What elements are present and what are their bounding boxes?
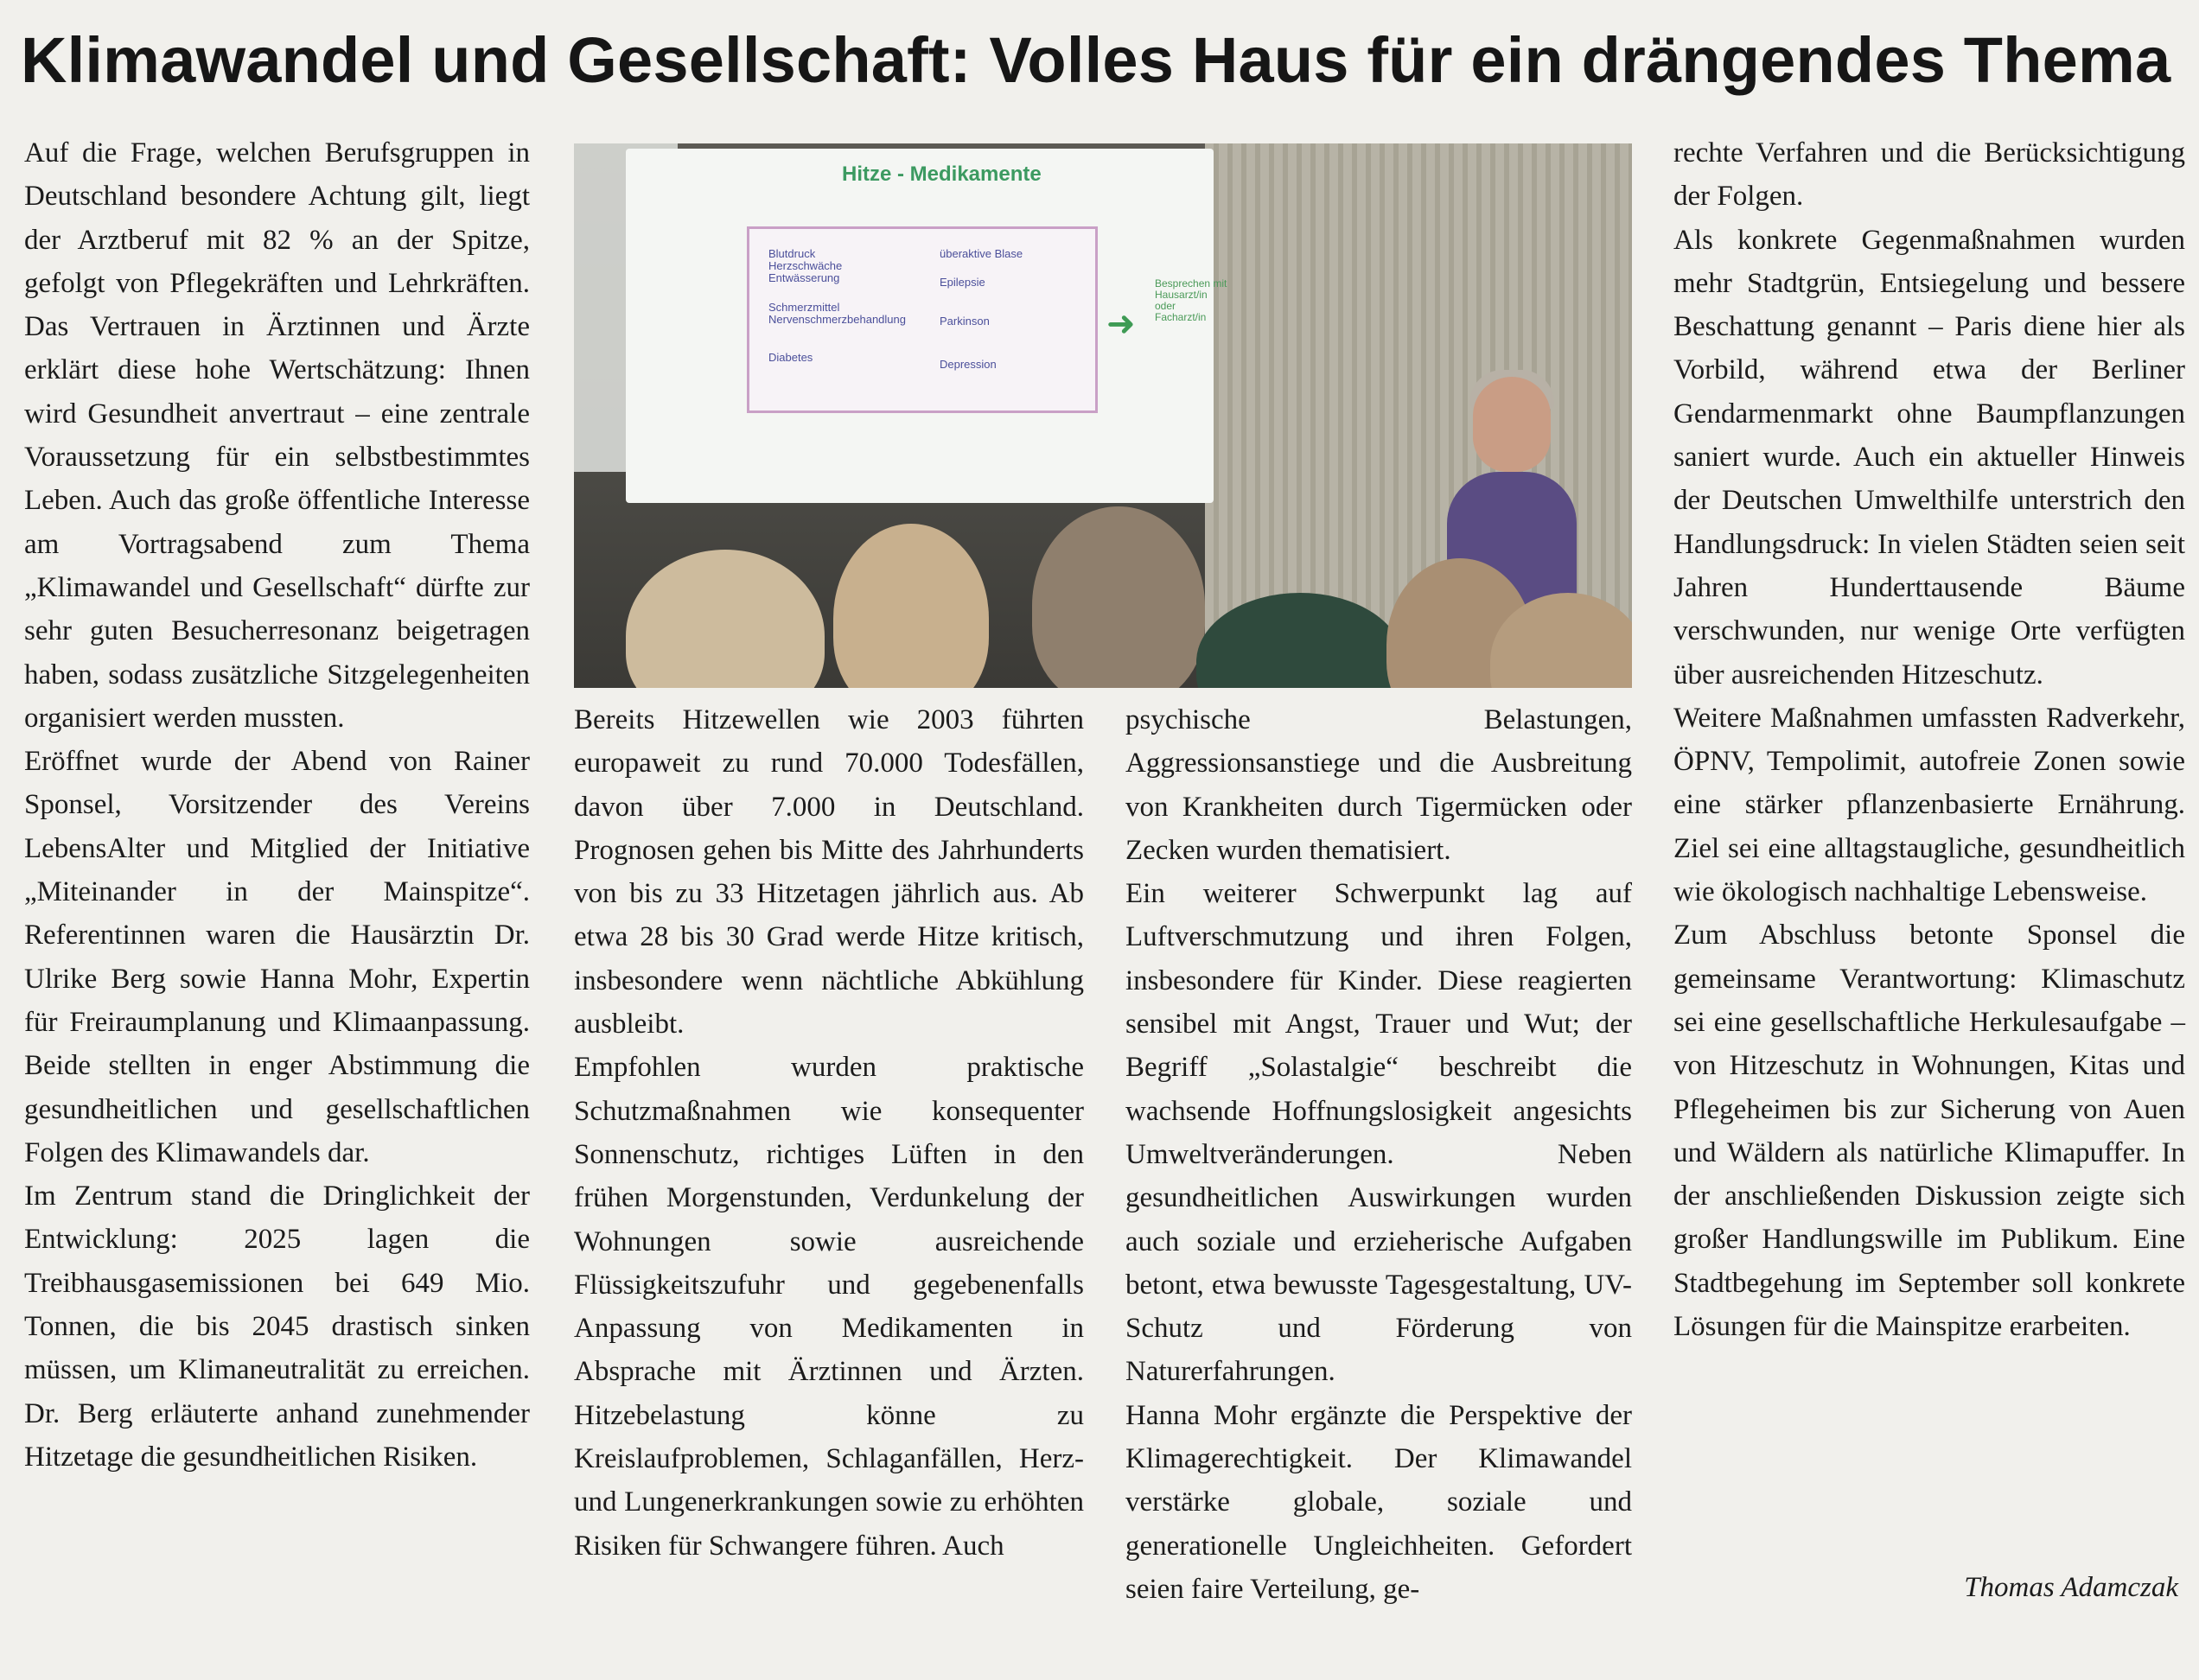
article-column-1 bbox=[24, 131, 530, 1479]
slide-text: Epilepsie bbox=[940, 276, 985, 289]
article-column-4 bbox=[1673, 131, 2185, 1348]
slide-text: überaktive Blase bbox=[940, 247, 1023, 260]
author-byline: Thomas Adamczak bbox=[1964, 1572, 2178, 1603]
paragraph: Als konkrete Gegenmaßnahmen wurden mehr Stadtgrün, Entsiegelung und bessere Beschattung genannt – Paris diene hier als Vorbild, während etwa der Berliner Gendarmenmarkt ohne Baumpflanzungen saniert wurde. Auch ein aktueller Hinweis der Deutschen Umwelthilfe unterstrich den Handlungsdruck: In vielen Städten seien seit Jahren Hunderttausende Bäume verschwunden, nur wenige Orte verfügten über ausreichenden Hitzeschutz. bbox=[1673, 224, 2185, 690]
slide-text: Blutdruck Herzschwäche Entwässerung bbox=[768, 247, 843, 284]
paragraph: Empfohlen wurden praktische Schutzmaßnahmen wie konsequenter Sonnenschutz, richtiges Lüften in den frühen Morgenstunden, Verdunkelung der Wohnungen sowie ausreichende Flüssigkeitszufuhr und gegebenenfalls Anpassung von Medikamenten in Absprache mit Ärztinnen und Ärzten. Hitzebelastung könne zu Kreislaufproblemen, Schlaganfällen, Herz- und Lungenerkrankungen sowie zu erhöhten Risiken für Schwangere führen. Auch bbox=[574, 1052, 1084, 1562]
arrow-right-icon: ➜ bbox=[1106, 304, 1136, 344]
paragraph: psychische Belastungen, Aggressionsanstiege und die Ausbreitung von Krankheiten durch Tigermücken oder Zecken wurden thematisiert. bbox=[1125, 704, 1632, 866]
slide-text: Schmerzmittel Nervenschmerzbehandlung bbox=[768, 301, 906, 326]
paragraph: rechte Verfahren und die Berücksichtigung der Folgen. bbox=[1673, 137, 2185, 213]
paragraph: Weitere Maßnahmen umfassten Radverkehr, ÖPNV, Tempolimit, autofreie Zonen sowie eine stärker pflanzenbasierte Ernährung. Ziel sei eine alltagstaugliche, gesundheitlich wie ökologisch nachhaltige Lebensweise. bbox=[1673, 702, 2185, 908]
slide-text: Parkinson bbox=[940, 315, 990, 328]
audience-head bbox=[1032, 506, 1205, 688]
article-column-2 bbox=[574, 698, 1084, 1568]
paragraph: Im Zentrum stand die Dringlichkeit der Entwicklung: 2025 lagen die Treibhausgasemissionen bei 649 Mio. Tonnen, die bis 2045 drastisch sinken müssen, um Klimaneutralität zu erreichen. Dr. Berg erläuterte anhand zunehmender Hitzetage die gesundheitlichen Risiken. bbox=[24, 1180, 530, 1473]
paragraph: Eröffnet wurde der Abend von Rainer Sponsel, Vorsitzender des Vereins LebensAlter und Mitglied der Initiative „Miteinander in der Mainspitze“. Referentinnen waren die Hausärztin Dr. Ulrike Berg sowie Hanna Mohr, Expertin für Freiraumplanung und Klimaanpassung. Beide stellten in enger Abstimmung die gesundheitlichen und gesellschaftlichen Folgen des Klimawandels dar. bbox=[24, 746, 530, 1168]
audience-head bbox=[833, 524, 989, 688]
slide-text: Besprechen mit Hausarzt/in oder Facharzt/in bbox=[1155, 277, 1227, 323]
paragraph: Auf die Frage, welchen Berufsgruppen in Deutschland besondere Achtung gilt, liegt der Arztberuf mit 82 % an der Spitze, gefolgt von Pflegekräften und Lehrkräften. Das Vertrauen in Ärztinnen und Ärzte erklärt diese hohe Wertschätzung: Ihnen wird Gesundheit anvertraut – eine zentrale Voraussetzung für ein selbstbestimmtes Leben. Auch das große öffentliche Interesse am Vortragsabend zum Thema „Klimawandel und Gesellschaft“ dürfte zur sehr guten Besucherresonanz beigetragen haben, sodass zusätzliche Sitzgelegenheiten organisiert werden mussten. bbox=[24, 137, 530, 734]
slide-title: Hitze - Medikamente bbox=[842, 162, 1042, 186]
speaker-head bbox=[1473, 377, 1551, 472]
audience-head bbox=[626, 550, 825, 688]
slide-text: Depression bbox=[940, 358, 997, 371]
slide-text: Diabetes bbox=[768, 351, 813, 364]
paragraph: Bereits Hitzewellen wie 2003 führten europaweit zu rund 70.000 Todesfällen, davon über 7.000 in Deutschland. Prognosen gehen bis Mitte des Jahrhunderts von bis zu 33 Hitzetagen jährlich aus. Ab etwa 28 bis 30 Grad werde Hitze kritisch, insbesondere wenn nächtliche Abkühlung ausbleibt. bbox=[574, 704, 1084, 1040]
paragraph: Ein weiterer Schwerpunkt lag auf Luftverschmutzung und ihren Folgen, insbesondere für Kinder. Diese reagierten sensibel mit Angst, Trauer und Wut; der Begriff „Solastalgie“ beschreibt die wachsende Hoffnungslosigkeit angesichts Umweltveränderungen. Neben gesundheitlichen Auswirkungen wurden auch soziale und erzieherische Aufgaben betont, etwa bewusste Tagesgestaltung, UV-Schutz und Förderung von Naturerfahrungen. bbox=[1125, 878, 1632, 1388]
article-photo bbox=[574, 143, 1632, 688]
slide-content-box bbox=[747, 226, 1098, 413]
headline: Klimawandel und Gesellschaft: Volles Haus für ein drängendes Thema bbox=[21, 24, 2171, 96]
paragraph: Zum Abschluss betonte Sponsel die gemeinsame Verantwortung: Klimaschutz sei eine gesellschaftliche Herkulesaufgabe – von Hitzeschutz in Wohnungen, Kitas und Pflegeheimen bis zur Sicherung von Auen und Wäldern als natürliche Klimapuffer. In der anschließenden Diskussion zeigte sich großer Handlungswille im Publikum. Eine Stadtbegehung im September soll konkrete Lösungen für die Mainspitze erarbeiten. bbox=[1673, 920, 2185, 1343]
paragraph: Hanna Mohr ergänzte die Perspektive der Klimagerechtigkeit. Der Klimawandel verstärke globale, soziale und generationelle Ungleichheiten. Gefordert seien faire Verteilung, ge- bbox=[1125, 1399, 1632, 1605]
projection-screen bbox=[626, 149, 1227, 503]
article-column-3 bbox=[1125, 698, 1632, 1611]
